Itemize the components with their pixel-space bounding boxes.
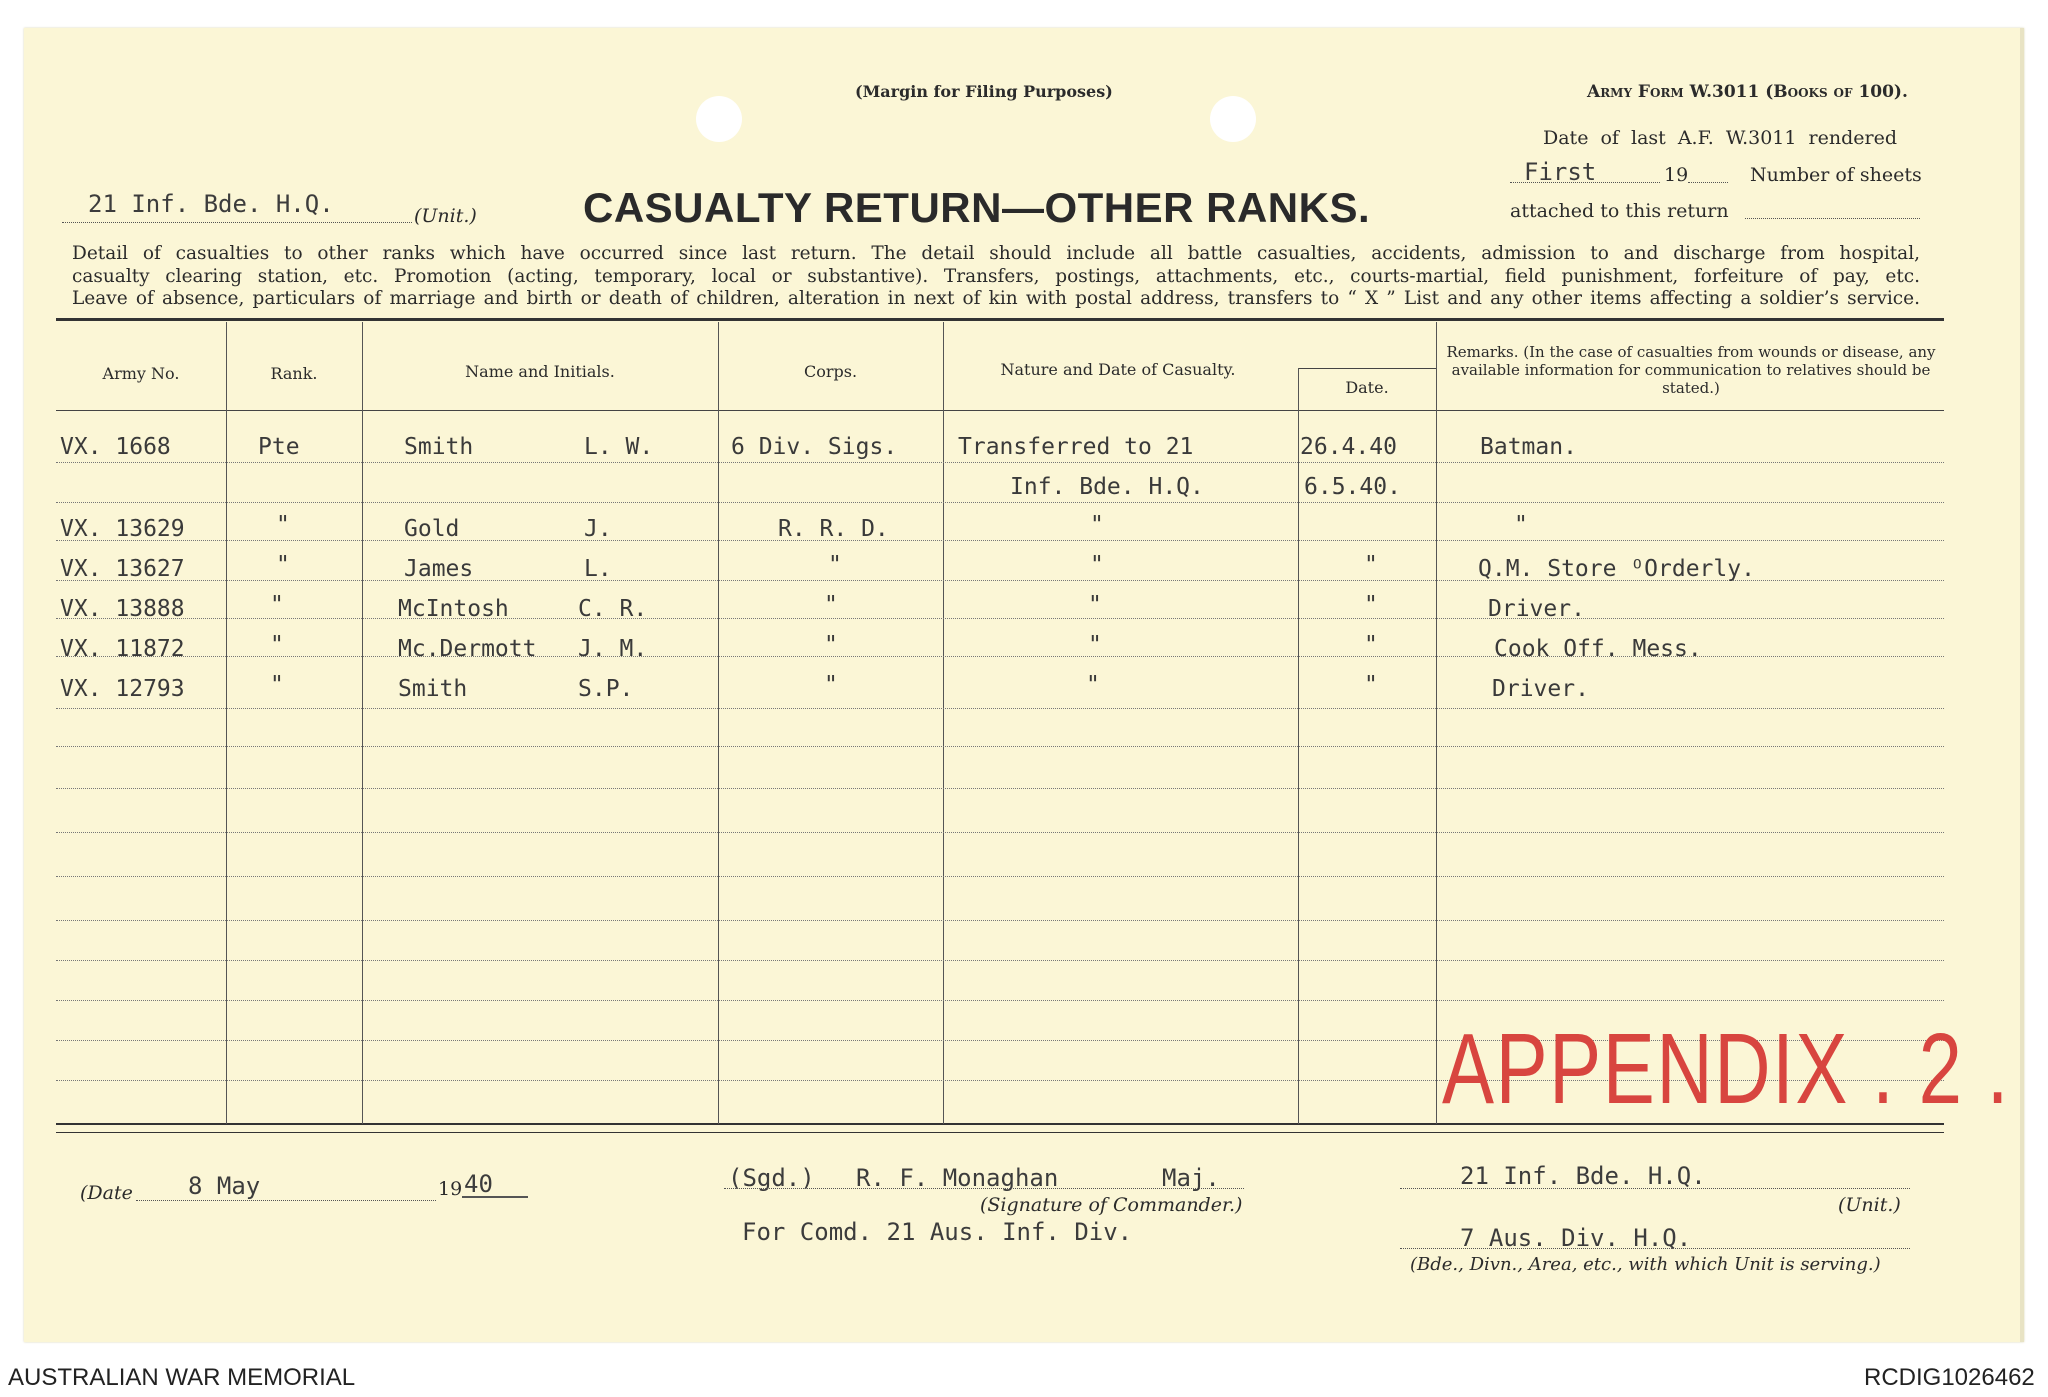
appendix-stamp: APPENDIX . 2 .	[1442, 1013, 2011, 1125]
first-value: First	[1524, 158, 1597, 186]
cell-rank: Pte	[258, 434, 300, 460]
division-label: (Bde., Divn., Area, etc., with which Unit is serving.)	[1410, 1254, 1881, 1275]
cell-surname: James	[404, 556, 474, 582]
cell-surname: Gold	[404, 516, 460, 542]
cell-nature: "	[1090, 512, 1104, 538]
form-id: Army Form W.3011 (Books of 100).	[1587, 82, 1908, 102]
cell-army-no: VX. 12793	[60, 676, 185, 702]
cell-surname: Mc.Dermott	[398, 636, 537, 662]
col-corps: Corps.	[803, 362, 858, 381]
date-last-label: Date of last A.F. W.3011 rendered	[1543, 127, 1897, 149]
footer-year-prefix: 19	[438, 1178, 463, 1200]
cell-initials: S.P.	[578, 676, 634, 702]
cell-army-no: VX. 13888	[60, 596, 185, 622]
cell-date: 6.5.40.	[1304, 474, 1401, 500]
col-nature: Nature and Date of Casualty.	[1000, 360, 1236, 379]
cell-corps: 6 Div. Sigs.	[731, 434, 898, 460]
cell-army-no: VX. 13629	[60, 516, 185, 542]
cell-remarks: Cook Off. Mess.	[1494, 636, 1702, 662]
cell-nature: Inf. Bde. H.Q.	[1010, 474, 1204, 500]
unit-label: (Unit.)	[414, 205, 477, 227]
margin-note: (Margin for Filing Purposes)	[855, 82, 1113, 101]
signature-label: (Signature of Commander.)	[980, 1194, 1243, 1216]
cell-nature: Transferred to 21	[958, 434, 1194, 460]
cell-remarks: "	[1514, 512, 1528, 538]
cell-date: "	[1364, 592, 1378, 618]
cell-date: "	[1364, 552, 1378, 578]
cell-nature: "	[1088, 632, 1102, 658]
commander-rank: Maj.	[1162, 1164, 1220, 1192]
cell-initials: C. R.	[578, 596, 648, 622]
cell-initials: J.	[584, 516, 612, 542]
archive-id: RCDIG1026462	[1864, 1364, 2035, 1391]
cell-remarks: Q.M. Store ᴼOrderly.	[1478, 556, 1755, 582]
col-name: Name and Initials.	[465, 362, 615, 381]
cell-corps: "	[824, 672, 838, 698]
detail-paragraph: Detail of casualties to other ranks which have occurred since last return. The detail should include all battle casualties, accidents, admission to and discharge from hospital, casualty clearing station, etc. Promotion (acting, temporary, local or substantive). Transfers, postings, attachments, etc., courts-martial, field punishment, forfeiture of pay, etc. Leave of absence, particulars of marriage and birth or death of children, alteration in next of kin with postal address, transfers to “ X ” List and any other items affecting a soldier’s service.	[72, 243, 1920, 309]
cell-rank: "	[276, 512, 290, 538]
cell-nature: "	[1090, 552, 1104, 578]
cell-surname: Smith	[404, 434, 474, 460]
date-value: 8 May	[188, 1172, 261, 1200]
filing-hole	[1210, 96, 1256, 142]
cell-surname: McIntosh	[398, 596, 509, 622]
col-remarks: Remarks. (In the case of casualties from wounds or disease, any available information for communication to relatives should be stated.)	[1446, 343, 1936, 397]
cell-nature: "	[1086, 672, 1100, 698]
division-value: 7 Aus. Div. H.Q.	[1460, 1224, 1692, 1252]
cell-rank: "	[270, 592, 284, 618]
cell-corps: R. R. D.	[778, 516, 889, 542]
cell-army-no: VX. 11872	[60, 636, 185, 662]
cell-nature: "	[1088, 592, 1102, 618]
cell-army-no: VX. 13627	[60, 556, 185, 582]
cell-rank: "	[270, 632, 284, 658]
archive-name: AUSTRALIAN WAR MEMORIAL	[8, 1364, 356, 1391]
for-comd: For Comd. 21 Aus. Inf. Div.	[742, 1218, 1133, 1246]
cell-date: 26.4.40	[1300, 434, 1397, 460]
cell-remarks: Batman.	[1480, 434, 1577, 460]
attached-label: attached to this return	[1510, 200, 1729, 222]
cell-date: "	[1364, 672, 1378, 698]
col-date: Date.	[1345, 378, 1389, 397]
cell-corps: "	[828, 552, 842, 578]
cell-surname: Smith	[398, 676, 468, 702]
commander-signature: R. F. Monaghan	[856, 1164, 1059, 1192]
page-title: CASUALTY RETURN—OTHER RANKS.	[583, 184, 1371, 231]
col-army-no: Army No.	[102, 364, 180, 383]
cell-army-no: VX. 1668	[60, 434, 171, 460]
cell-corps: "	[824, 632, 838, 658]
unit-value: 21 Inf. Bde. H.Q.	[88, 190, 334, 218]
sgd-label: (Sgd.)	[728, 1164, 815, 1192]
cell-remarks: Driver.	[1488, 596, 1585, 622]
cell-rank: "	[276, 552, 290, 578]
cell-rank: "	[270, 672, 284, 698]
footer-year-value: 40	[464, 1170, 493, 1198]
cell-remarks: Driver.	[1492, 676, 1589, 702]
number-sheets-label: Number of sheets	[1750, 164, 1922, 186]
date-label: (Date	[80, 1182, 133, 1204]
cell-initials: L. W.	[584, 434, 654, 460]
cell-initials: J. M.	[578, 636, 648, 662]
footer-unit-label: (Unit.)	[1838, 1194, 1901, 1216]
footer-unit-value: 21 Inf. Bde. H.Q.	[1460, 1162, 1706, 1190]
filing-hole	[696, 96, 742, 142]
cell-initials: L.	[584, 556, 612, 582]
cell-date: "	[1364, 632, 1378, 658]
cell-corps: "	[824, 592, 838, 618]
col-rank: Rank.	[270, 364, 318, 383]
year-prefix: 19	[1664, 164, 1689, 186]
